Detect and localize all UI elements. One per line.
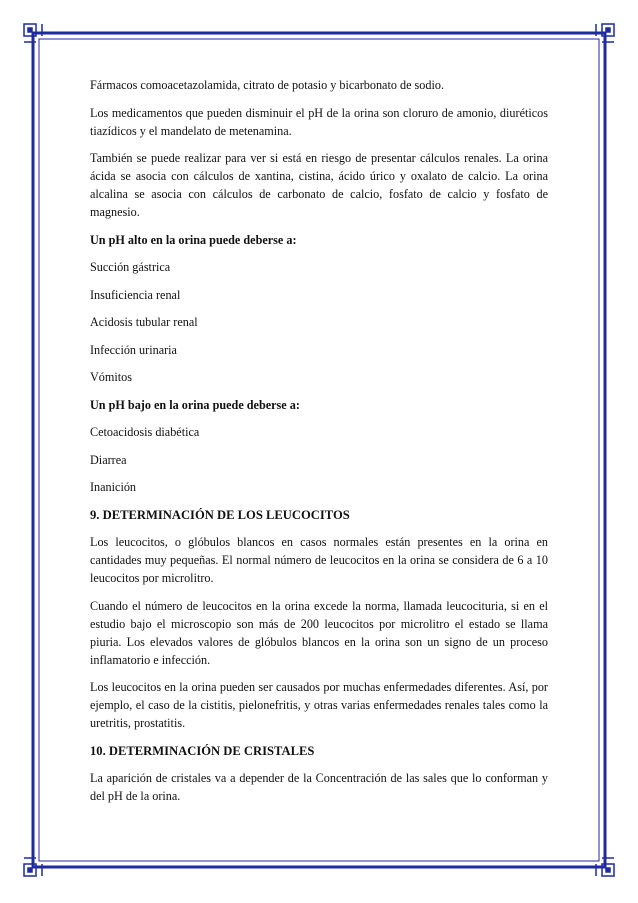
list-item: Diarrea (90, 452, 127, 467)
paragraph-cristales: La aparición de cristales va a depender de la Concentración de las sales que lo conforman y del pH de la orina. (90, 771, 548, 803)
list-item: Succión gástrica (90, 260, 171, 274)
list-item: Cetoacidosis diabética (90, 425, 200, 439)
section-heading-leucocitos: 9. DETERMINACIÓN DE LOS LEUCOCITOS (90, 507, 350, 522)
list-item: Inanición (90, 480, 137, 494)
document-body (90, 76, 548, 805)
paragraph-leucocitos-causes: Los leucocitos en la orina pueden ser causados por muchas enfermedades diferentes. Así, por ejemplo, el caso de la cistitis, pielonefritis, y otras varias enfermedades renales tales como la uretritis, prostatitis. (90, 680, 548, 730)
section-heading-cristales: 10. DETERMINACIÓN DE CRISTALES (90, 743, 315, 758)
subheading-high-ph: Un pH alto en la orina puede deberse a: (90, 232, 297, 247)
paragraph-drugs-lower-ph: Los medicamentos que pueden disminuir el pH de la orina son cloruro de amonio, diuréticos tiazídicos y el mandelato de metenamina. (90, 105, 548, 138)
list-item: Insuficiencia renal (90, 287, 181, 302)
list-item: Infección urinaria (90, 342, 177, 357)
paragraph-leucocituria: Cuando el número de leucocitos en la orina excede la norma, llamada leucocituria, si en el estudio bajo el microscopio son más de 200 leucocitos por microlitro el estado se llama piuria. Los elevados valores de glóbulos blancos en la orina son un signo de un proceso inflamatorio e infección. (90, 598, 548, 667)
subheading-low-ph: Un pH bajo en la orina puede deberse a: (90, 397, 300, 412)
paragraph-leucocitos-normal: Los leucocitos, o glóbulos blancos en casos normales están presentes en la orina en cantidades muy pequeñas. El normal número de leucocitos en la orina se considera de 6 a 10 leucocitos por microlitro. (90, 535, 548, 585)
list-item: Vómitos (90, 370, 132, 384)
paragraph-drugs-raise-ph: Fármacos comoacetazolamida, citrato de potasio y bicarbonato de sodio. (90, 78, 444, 92)
list-item: Acidosis tubular renal (90, 315, 198, 329)
paragraph-kidney-stones: También se puede realizar para ver si está en riesgo de presentar cálculos renales. La orina ácida se asocia con cálculos de xantina, cistina, ácido úrico y oxalato de calcio. La orina alcalina se asocia con cálculos de carbonato de calcio, fosfato de calcio y fosfato de magnesio. (90, 151, 548, 219)
